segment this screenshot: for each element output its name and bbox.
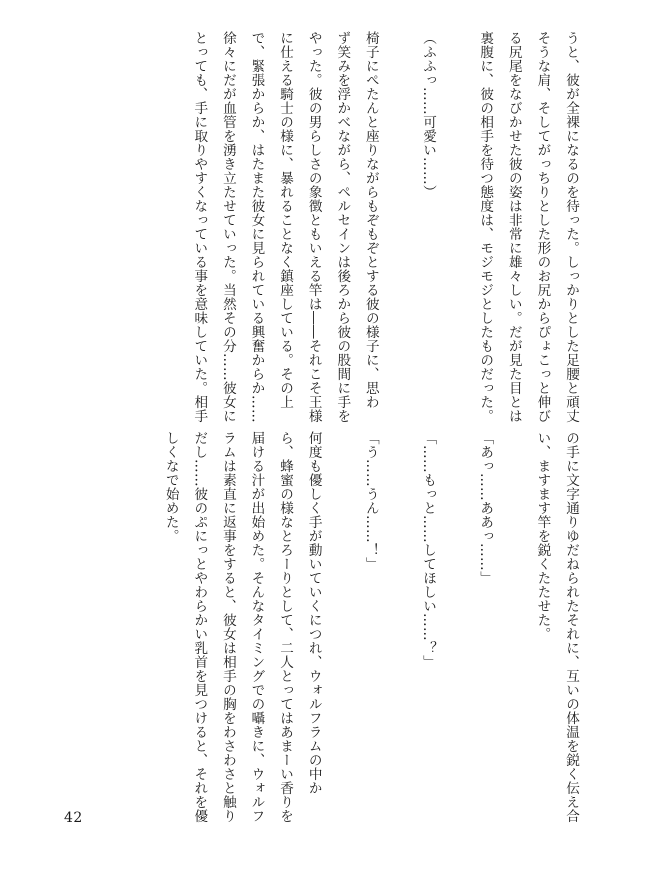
text-line: とっても、手に取りやすくなっている事を意味していた。相手 (191, 31, 208, 423)
text-line: うと、彼が全裸になるのを待った。しっかりとした足腰と頑丈 (563, 31, 579, 423)
text-line: で、緊張からか、はたまた彼女に見られている興奮からか…… (248, 31, 265, 423)
text-line: だし……彼のぷにっとやわらかい乳首を見つけると、それを優 (191, 431, 208, 823)
upper-text-block (185, 31, 585, 423)
text-line: ず笑みを浮かべながら、ペルセインは後ろから彼の股間に手を (334, 31, 351, 423)
text-line: 何度も優しく手が動いていくにつれ、ウォルフラムの中か (305, 431, 322, 795)
text-line: （ふふっ……可愛い……） (420, 31, 437, 199)
text-line (385, 31, 414, 393)
text-line (385, 431, 414, 815)
lower-text-block (156, 431, 585, 823)
text-line: の手に文字通りゆだねられたそれに、互いの体温を鋭く伝え合 (563, 431, 579, 823)
text-line (499, 431, 528, 815)
text-line: 「う……うん……！」 (362, 431, 379, 571)
text-line: い、ますます竿を鋭くたたせた。 (534, 431, 551, 641)
text-line: ラムは素直に返事をすると、彼女は相手の胸をわさわさと触り (219, 431, 236, 823)
text-line: る尻尾をなびかせた彼の姿は非常に雄々しい。だが見た目とは (505, 31, 522, 423)
text-line: 裏腹に、彼の相手を待つ態度は、モジモジとしたものだった。 (477, 31, 494, 423)
text-line: に仕える騎士の様に、暴れることなく鎮座している。その上 (277, 31, 294, 409)
text-line: 「……もっと……してほしい……？」 (420, 431, 437, 669)
text-line: そうな肩、そしてがっちりとした形のお尻からぴょこっと伸び (534, 31, 551, 423)
text-line: 徐々にだが血管を湧き立たせていった。当然その分……彼女に (219, 31, 236, 423)
text-line (328, 431, 357, 815)
text-line: ら、蜂蜜の様なとろーりとして、二人とってはあまーい香りを (277, 431, 294, 823)
text-line: やった。彼の男らしさの象徴ともいえる竿は――それこそ王様 (305, 31, 322, 423)
text-line: しくなで始めた。 (162, 431, 179, 543)
text-line (442, 31, 471, 393)
text-line: 届ける汁が出始めた。そんなタイミングでの囁きに、ウォルフ (248, 431, 265, 823)
text-line (442, 431, 471, 815)
page-number: 42 (64, 810, 83, 826)
text-line: 「あっ……ああっ……」 (477, 431, 494, 585)
text-line: 椅子にぺたんと座りながらもぞもぞとする彼の様子に、思わ (362, 31, 379, 409)
